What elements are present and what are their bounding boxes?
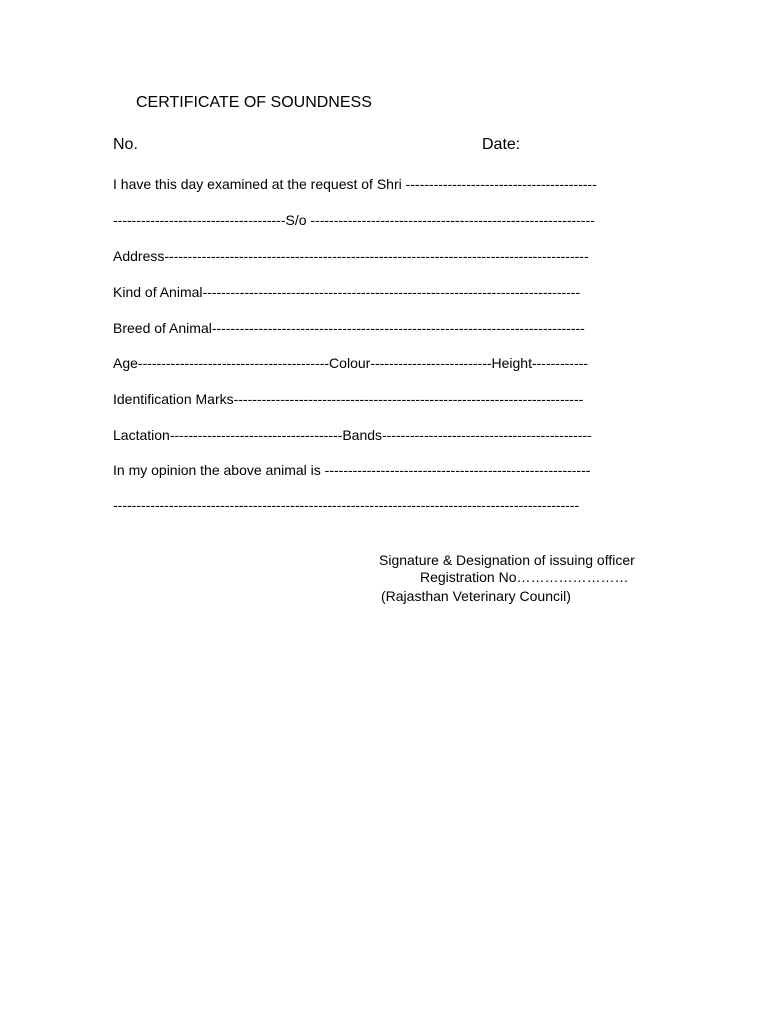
signature-designation: Signature & Designation of issuing officer bbox=[379, 552, 635, 568]
registration-number: Registration No…………………… bbox=[420, 569, 629, 585]
identification-marks-line: Identification Marks--------------------------------------------------------------------------- bbox=[113, 391, 584, 407]
blank-dashed-line: ---------------------------------------------------------------------------------------------------- bbox=[113, 497, 580, 513]
page-title: CERTIFICATE OF SOUNDNESS bbox=[136, 94, 372, 111]
certificate-number-label: No. bbox=[113, 136, 138, 153]
age-colour-height-line: Age-----------------------------------------Colour--------------------------Height------------ bbox=[113, 355, 588, 371]
date-label: Date: bbox=[482, 136, 521, 153]
opinion-line: In my opinion the above animal is --------------------------------------------------------- bbox=[113, 462, 591, 478]
council-name: (Rajasthan Veterinary Council) bbox=[381, 588, 571, 604]
address-line: Address------------------------------------------------------------------------------------------- bbox=[113, 248, 589, 264]
breed-of-animal-line: Breed of Animal-------------------------------------------------------------------------------- bbox=[113, 320, 585, 336]
kind-of-animal-line: Kind of Animal--------------------------------------------------------------------------------- bbox=[113, 284, 581, 300]
request-line: I have this day examined at the request of Shri ----------------------------------------- bbox=[113, 176, 597, 192]
lactation-bands-line: Lactation-------------------------------------Bands--------------------------------------------- bbox=[113, 427, 592, 443]
son-of-line: -------------------------------------S/o ------------------------------------------------------------- bbox=[113, 212, 595, 228]
